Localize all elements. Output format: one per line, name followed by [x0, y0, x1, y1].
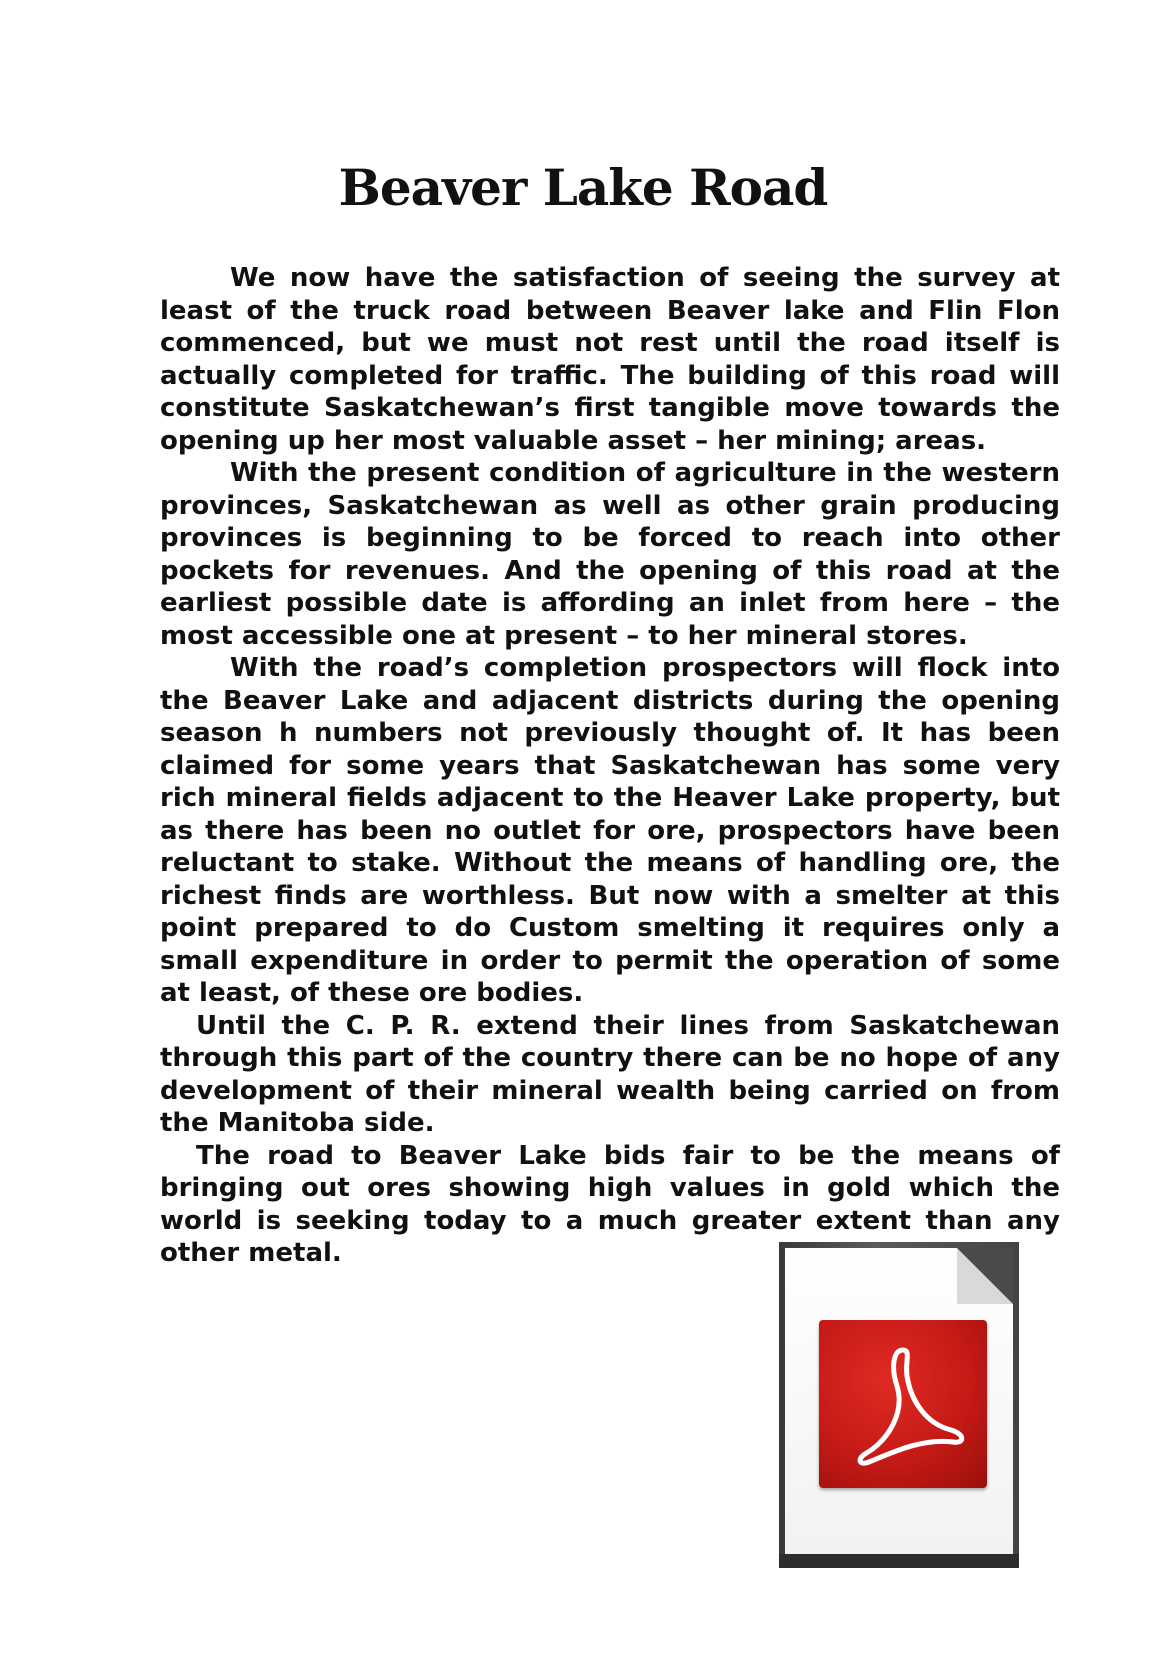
pdf-page-sheet [785, 1248, 1013, 1554]
page-title: Beaver Lake Road [338, 158, 828, 217]
article-body [160, 262, 1060, 1270]
pdf-file-icon[interactable] [779, 1242, 1019, 1568]
acrobat-logo-icon [819, 1320, 987, 1488]
paragraph-2: With the present condition of agriculture in the western provinces, Saskatchewan as well as other grain producing provinces is beginning to be forced to reach into other pockets for revenues. And the opening of this road at the earliest possible date is affording an inlet from here – the most accessible one at present – to her mineral stores. [160, 458, 1060, 651]
paragraph-1: We now have the satisfaction of seeing the survey at least of the truck road between Beaver lake and Flin Flon commenced, but we must not rest until the road itself is actually completed for traffic. The building of this road will constitute Saskatchewan’s first tangible move towards the opening up her most valuable asset – her mining; areas. [160, 263, 1060, 456]
page-fold-corner [957, 1248, 1013, 1304]
icon-bottom-edge [779, 1554, 1019, 1568]
paragraph-3: With the road’s completion prospectors will flock into the Beaver Lake and adjacent districts during the opening season h numbers not previously thought of. It has been claimed for some years that Saskatchewan has some very rich mineral fields adjacent to the Heaver Lake property, but as there has been no outlet for ore, prospectors have been reluctant to stake. Without the means of handling ore, the richest finds are worthless. But now with a smelter at this point prepared to do Custom smelting it requires only a small expenditure in order to permit the operation of some at least, of these ore bodies. [160, 653, 1060, 1008]
paragraph-5: The road to Beaver Lake bids fair to be the means of bringing out ores showing high values in gold which the world is seeking today to a much greater extent than any other metal. [160, 1140, 1060, 1268]
paragraph-4: Until the C. P. R. extend their lines from Saskatchewan through this part of the country there can be no hope of any development of their mineral wealth being carried on from the Manitoba side. [160, 1010, 1060, 1138]
